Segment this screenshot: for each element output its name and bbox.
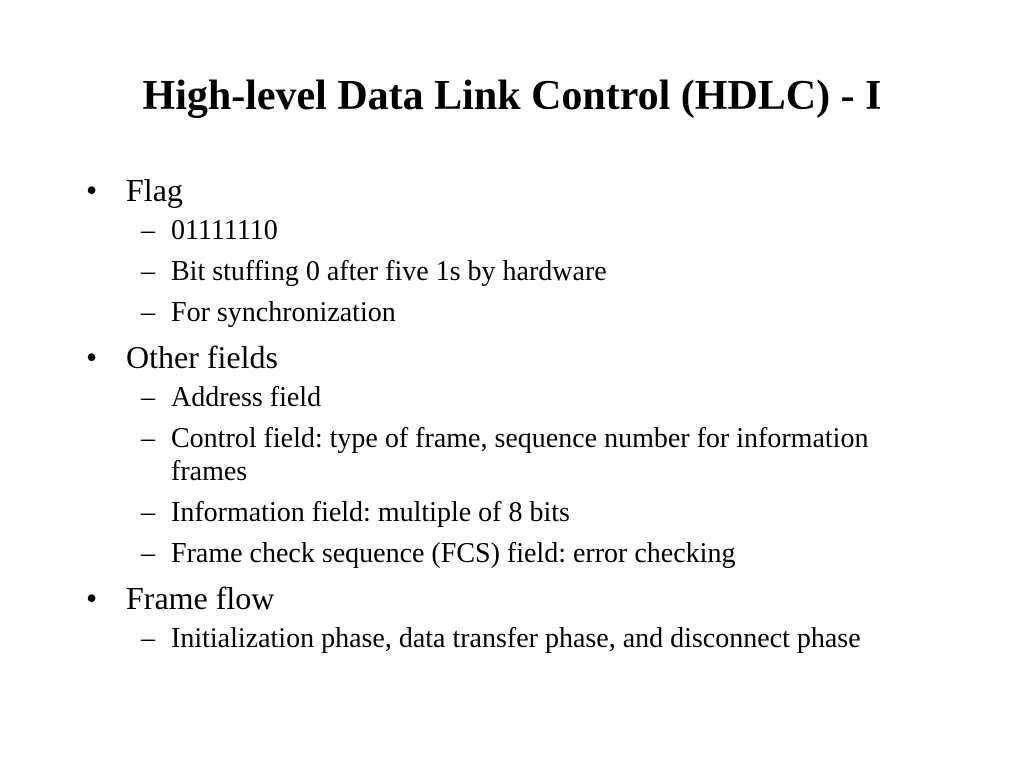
sub-item [86, 622, 946, 655]
sub-item-text: Information field: multiple of 8 bits [171, 497, 570, 528]
bullet-list [86, 170, 946, 655]
sub-item-text: Initialization phase, data transfer phase, and disconnect phase [171, 623, 861, 654]
bullet-icon: • [86, 339, 98, 375]
bullet-label: Flag [126, 172, 183, 208]
sub-item-text: Frame check sequence (FCS) field: error checking [171, 538, 736, 569]
dash-icon: – [141, 256, 155, 287]
bullet-icon: • [86, 172, 98, 208]
sub-item-text: Address field [171, 382, 322, 413]
sub-item [86, 537, 946, 570]
sub-item [86, 381, 946, 414]
bullet-label: Frame flow [126, 580, 275, 616]
sub-item-text: 01111110 [171, 215, 278, 246]
sub-item [86, 496, 946, 529]
sub-item-text: Bit stuffing 0 after five 1s by hardware [171, 256, 607, 287]
sub-list-frame-flow [86, 622, 946, 655]
sub-item-text: Control field: type of frame, sequence number for information frames [171, 423, 869, 487]
dash-icon: – [141, 423, 155, 454]
bullet-icon: • [86, 580, 98, 616]
sub-item [86, 255, 946, 288]
dash-icon: – [141, 297, 155, 328]
dash-icon: – [141, 538, 155, 569]
sub-item [86, 214, 946, 247]
bullet-item-flag [86, 170, 946, 210]
dash-icon: – [141, 215, 155, 246]
sub-item-text: For synchronization [171, 297, 396, 328]
dash-icon: – [141, 382, 155, 413]
sub-list-other-fields [86, 381, 946, 570]
dash-icon: – [141, 623, 155, 654]
bullet-item-frame-flow [86, 578, 946, 618]
sub-list-flag [86, 214, 946, 329]
sub-item [86, 422, 946, 488]
sub-item [86, 296, 946, 329]
dash-icon: – [141, 497, 155, 528]
slide-title: High-level Data Link Control (HDLC) - I [142, 73, 882, 119]
bullet-label: Other fields [126, 339, 278, 375]
bullet-item-other-fields [86, 337, 946, 377]
